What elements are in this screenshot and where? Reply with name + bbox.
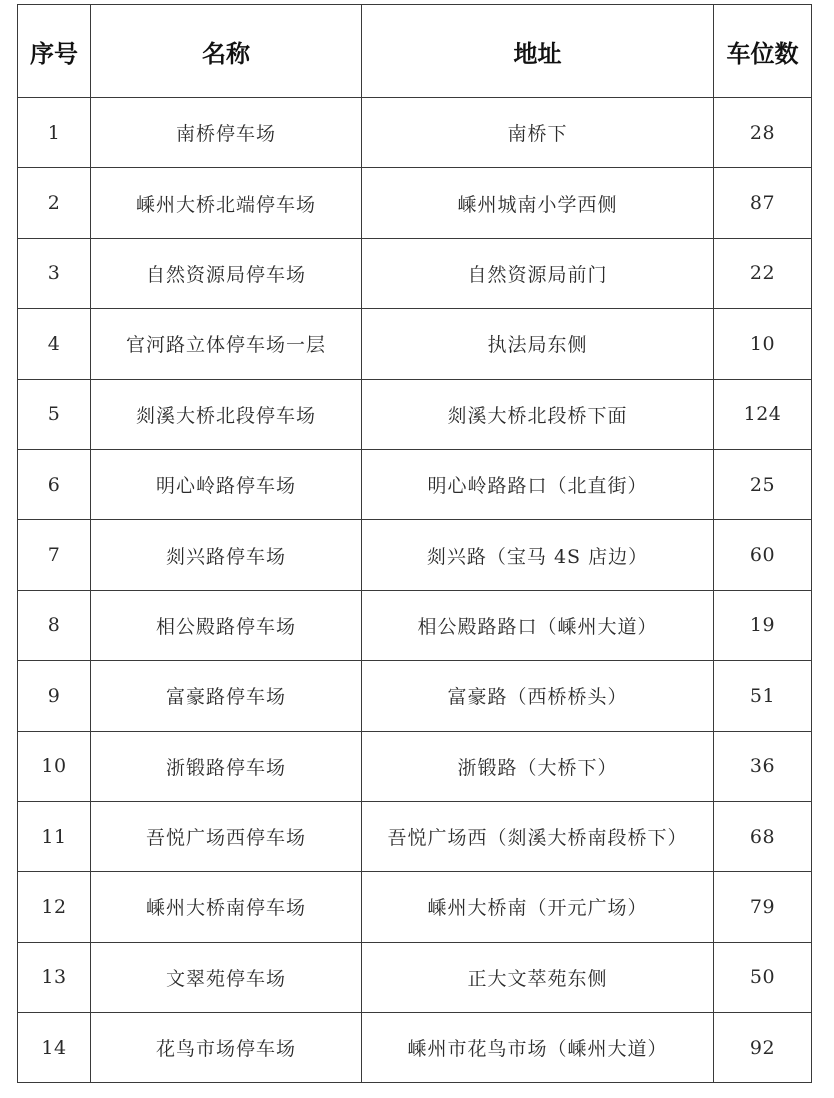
cell-address: 富豪路（西桥桥头） [362,661,714,731]
cell-address: 嵊州市花鸟市场（嵊州大道） [362,1013,714,1083]
cell-name: 相公殿路停车场 [91,590,362,660]
parking-lot-table [17,4,812,1083]
cell-serial-number: 11 [18,801,91,871]
table-row [18,942,812,1012]
cell-name: 吾悦广场西停车场 [91,801,362,871]
table-row [18,590,812,660]
table-row [18,379,812,449]
cell-address: 剡溪大桥北段桥下面 [362,379,714,449]
cell-parking-spaces: 79 [714,872,812,942]
cell-serial-number: 8 [18,590,91,660]
cell-serial-number: 2 [18,168,91,238]
table-row [18,520,812,590]
cell-name: 富豪路停车场 [91,661,362,731]
cell-parking-spaces: 124 [714,379,812,449]
cell-address: 明心岭路路口（北直街） [362,449,714,519]
cell-address: 相公殿路路口（嵊州大道） [362,590,714,660]
cell-address: 浙锻路（大桥下） [362,731,714,801]
table-row [18,238,812,308]
cell-name: 南桥停车场 [91,98,362,168]
cell-parking-spaces: 19 [714,590,812,660]
cell-serial-number: 7 [18,520,91,590]
cell-name: 剡兴路停车场 [91,520,362,590]
cell-serial-number: 1 [18,98,91,168]
header-row [18,5,812,98]
cell-name: 嵊州大桥南停车场 [91,872,362,942]
header-name: 名称 [91,5,362,98]
cell-serial-number: 6 [18,449,91,519]
header-serial-number: 序号 [18,5,91,98]
cell-parking-spaces: 28 [714,98,812,168]
table-row [18,449,812,519]
cell-address: 执法局东侧 [362,309,714,379]
cell-parking-spaces: 87 [714,168,812,238]
cell-serial-number: 13 [18,942,91,1012]
cell-serial-number: 5 [18,379,91,449]
cell-name: 嵊州大桥北端停车场 [91,168,362,238]
table-row [18,1013,812,1083]
cell-address: 剡兴路（宝马 4S 店边） [362,520,714,590]
cell-address: 自然资源局前门 [362,238,714,308]
table-row [18,801,812,871]
cell-parking-spaces: 50 [714,942,812,1012]
table-body [18,98,812,1083]
cell-address: 吾悦广场西（剡溪大桥南段桥下） [362,801,714,871]
cell-address: 南桥下 [362,98,714,168]
cell-parking-spaces: 10 [714,309,812,379]
cell-parking-spaces: 51 [714,661,812,731]
cell-name: 自然资源局停车场 [91,238,362,308]
cell-parking-spaces: 60 [714,520,812,590]
header-parking-spaces: 车位数 [714,5,812,98]
cell-serial-number: 14 [18,1013,91,1083]
cell-serial-number: 12 [18,872,91,942]
cell-name: 明心岭路停车场 [91,449,362,519]
cell-name: 剡溪大桥北段停车场 [91,379,362,449]
table-row [18,872,812,942]
cell-parking-spaces: 68 [714,801,812,871]
cell-parking-spaces: 36 [714,731,812,801]
table-row [18,168,812,238]
cell-serial-number: 10 [18,731,91,801]
cell-address: 嵊州大桥南（开元广场） [362,872,714,942]
table-row [18,731,812,801]
table-row [18,98,812,168]
table-header [18,5,812,98]
cell-address: 正大文萃苑东侧 [362,942,714,1012]
cell-name: 文翠苑停车场 [91,942,362,1012]
cell-name: 官河路立体停车场一层 [91,309,362,379]
header-address: 地址 [362,5,714,98]
table-row [18,309,812,379]
cell-parking-spaces: 25 [714,449,812,519]
cell-address: 嵊州城南小学西侧 [362,168,714,238]
cell-name: 浙锻路停车场 [91,731,362,801]
cell-serial-number: 3 [18,238,91,308]
cell-serial-number: 9 [18,661,91,731]
cell-serial-number: 4 [18,309,91,379]
cell-parking-spaces: 92 [714,1013,812,1083]
cell-parking-spaces: 22 [714,238,812,308]
cell-name: 花鸟市场停车场 [91,1013,362,1083]
table-row [18,661,812,731]
